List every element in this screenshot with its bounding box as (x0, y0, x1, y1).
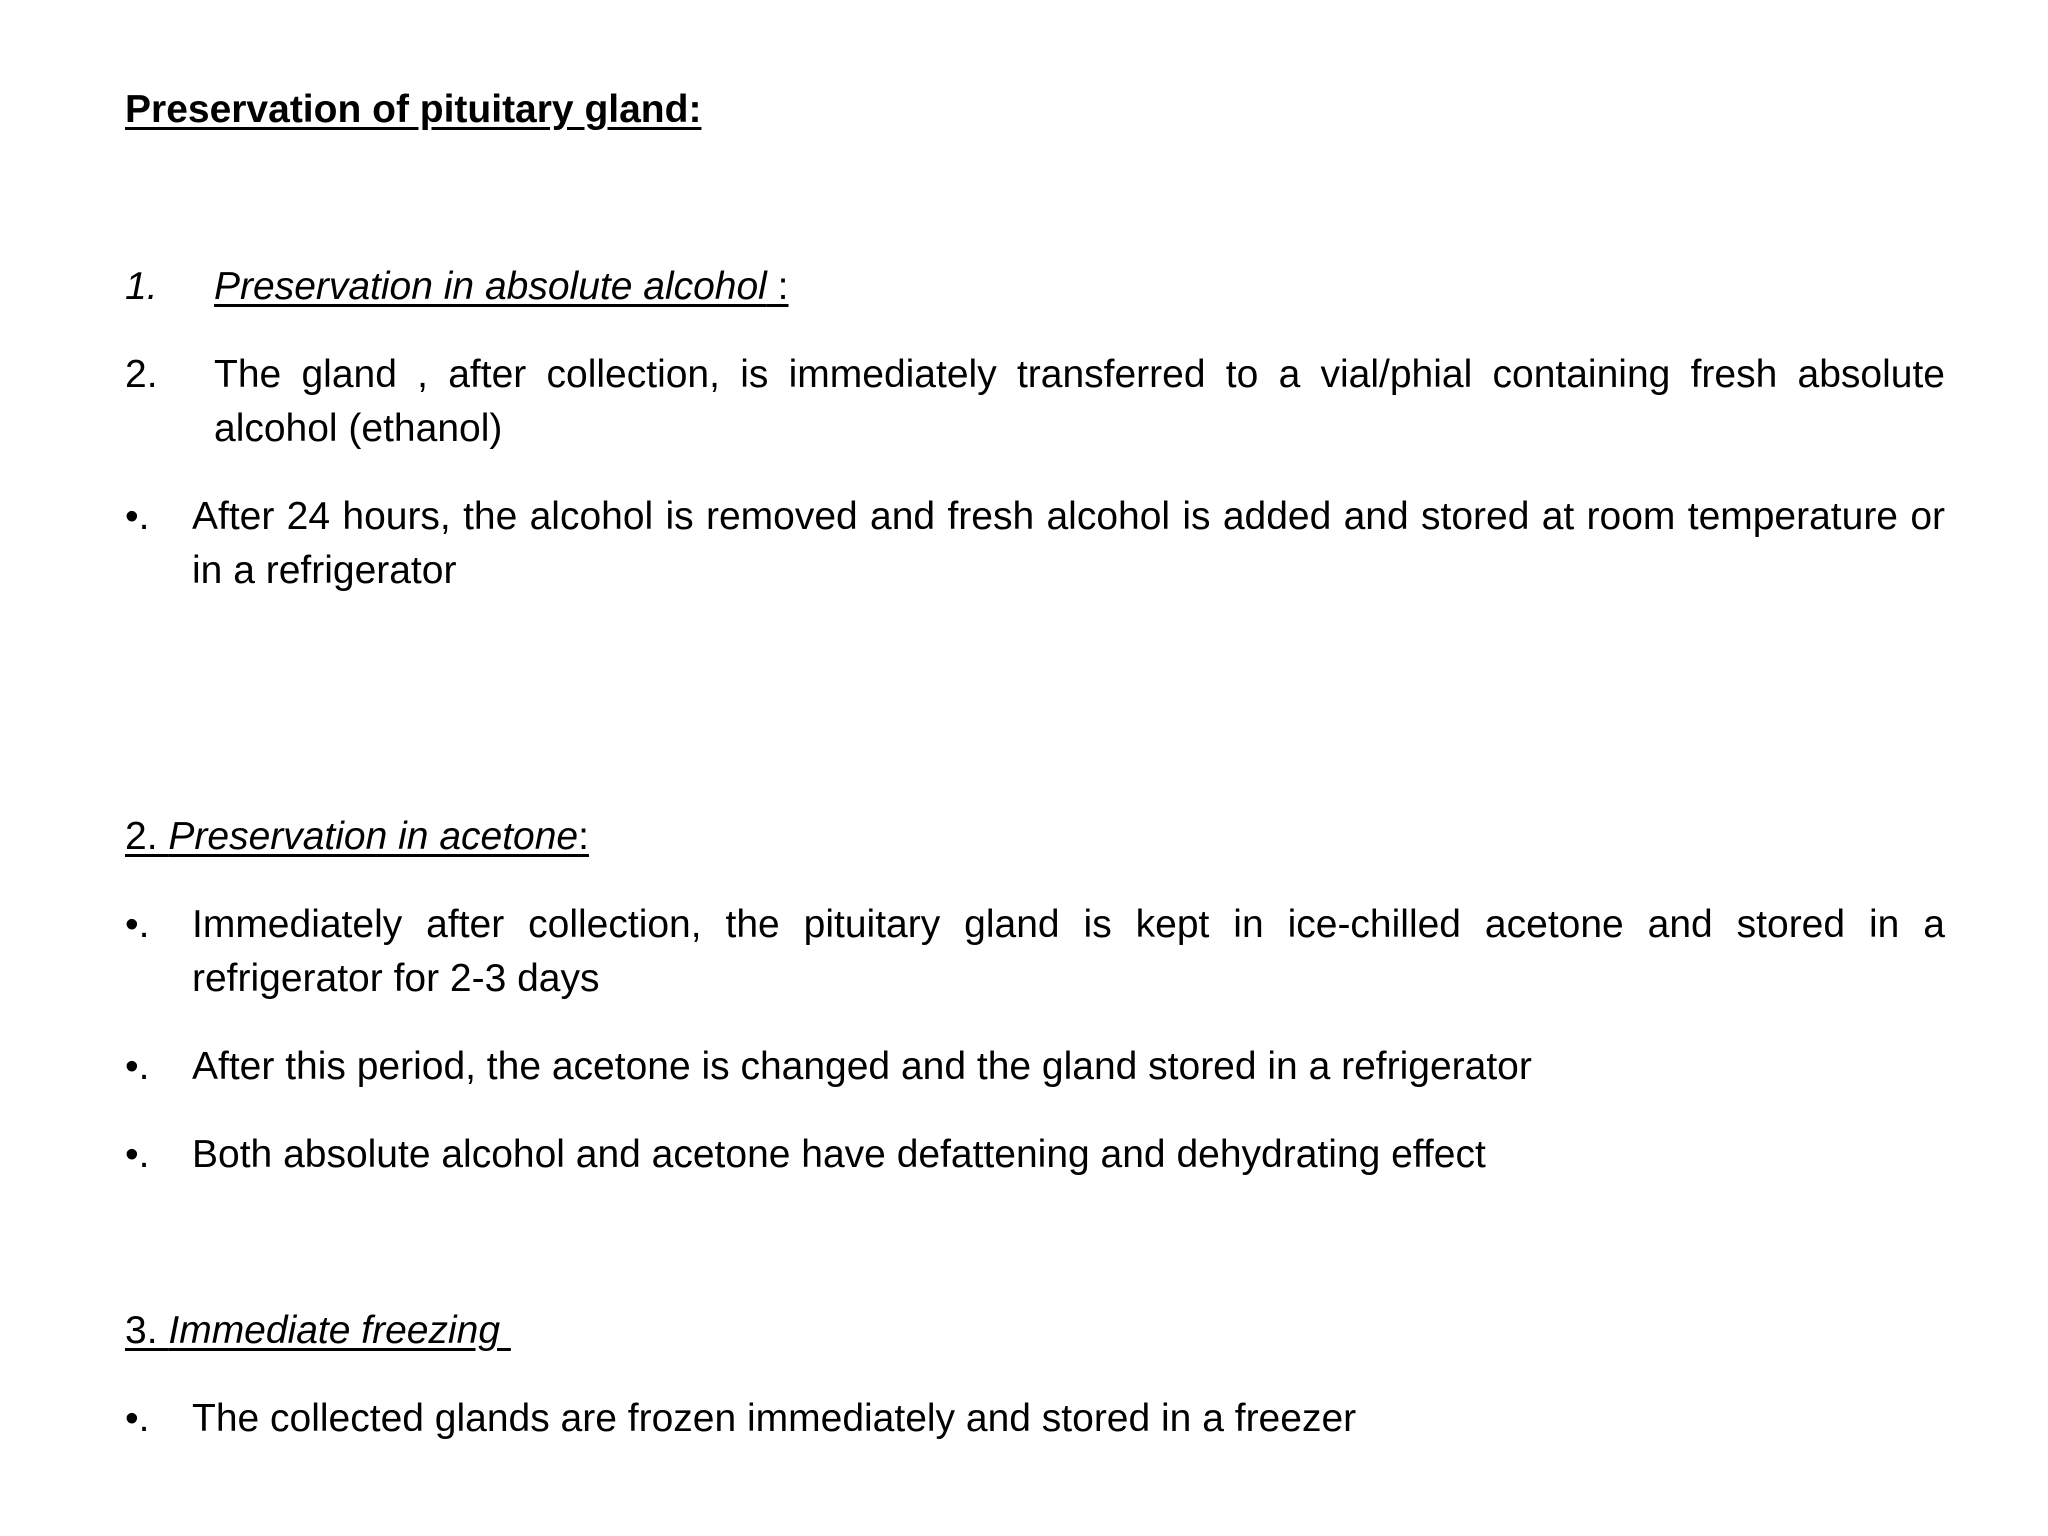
bullet-item (125, 1128, 1945, 1182)
list-item-text: The gland , after collection, is immediately transferred to a vial/phial containing fresh absolute alcohol (ethanol) (214, 353, 1945, 450)
bullet-item (125, 898, 1945, 1006)
bullet-text: The collected glands are frozen immediately and stored in a freezer (192, 1397, 1357, 1440)
section-heading: Preservation in absolute alcohol (214, 265, 767, 308)
bullet-marker: •. (125, 903, 150, 946)
section-number: 3. (125, 1309, 169, 1352)
section-title: Preservation in acetone (168, 815, 579, 858)
bullet-item (125, 1040, 1945, 1094)
bullet-text: Both absolute alcohol and acetone have defattening and dehydrating effect (192, 1133, 1486, 1176)
section-3-heading (125, 1304, 511, 1358)
heading-colon: : (578, 815, 589, 858)
section-title: Immediate freezing (168, 1309, 511, 1352)
bullet-item (125, 490, 1945, 598)
list-number: 2. (125, 353, 158, 396)
list-item (125, 260, 1945, 314)
section-2-heading (125, 810, 589, 864)
list-item (125, 348, 1945, 456)
heading-colon: : (766, 265, 789, 308)
bullet-marker: •. (125, 1133, 150, 1176)
bullet-marker: •. (125, 495, 150, 538)
bullet-text: After 24 hours, the alcohol is removed and fresh alcohol is added and stored at room temperature or in a refrigerator (192, 495, 1945, 592)
bullet-marker: •. (125, 1397, 150, 1440)
bullet-item (125, 1392, 1945, 1446)
bullet-text: Immediately after collection, the pituitary gland is kept in ice-chilled acetone and stored in a refrigerator for 2-3 days (192, 903, 1945, 1000)
page-title: Preservation of pituitary gland: (125, 88, 702, 131)
list-number: 1. (125, 265, 158, 308)
bullet-marker: •. (125, 1045, 150, 1088)
bullet-text: After this period, the acetone is changed and the gland stored in a refrigerator (192, 1045, 1532, 1088)
section-number: 2. (125, 815, 169, 858)
